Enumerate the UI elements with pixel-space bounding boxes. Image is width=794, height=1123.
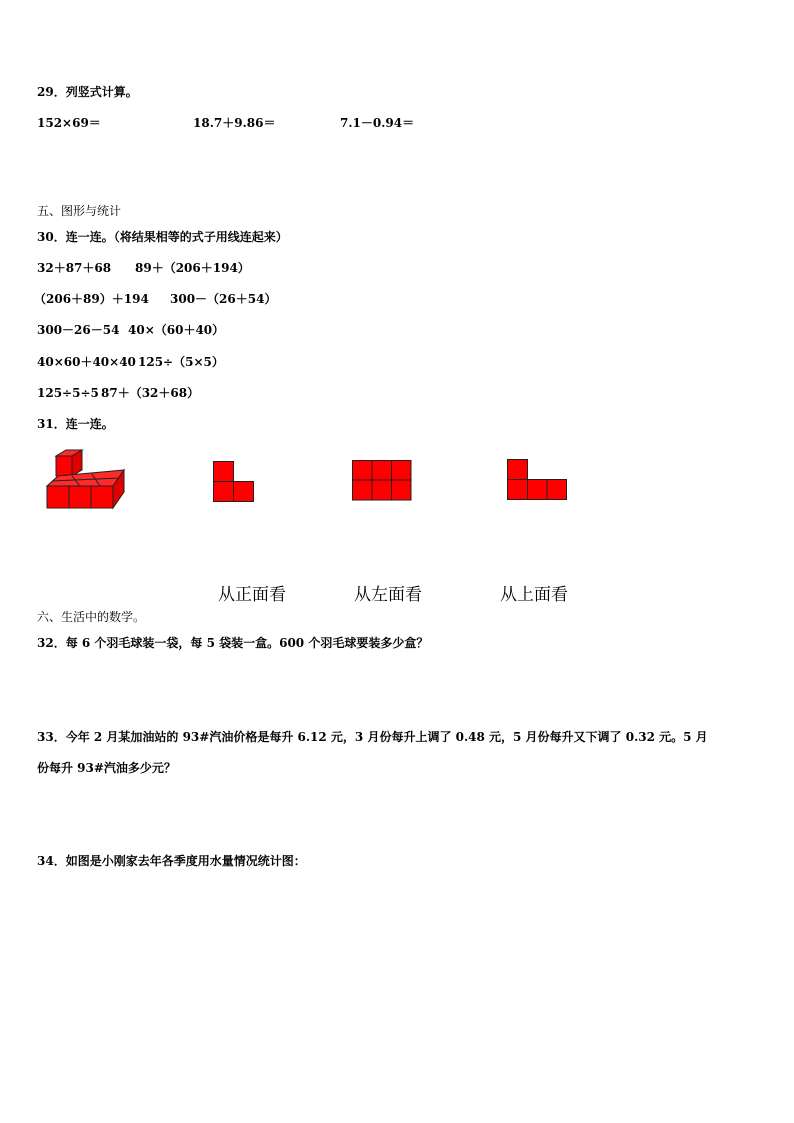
q29-item-3: 7.1－0.94＝	[340, 116, 415, 130]
q30-left-2[interactable]: （206＋89）＋194	[34, 292, 149, 306]
q30-title: 30．连一连。（将结果相等的式子用线连起来）	[37, 230, 288, 244]
view-square	[353, 461, 373, 481]
view-square	[353, 480, 373, 500]
solid-front-cube	[56, 456, 72, 476]
q30-left-3[interactable]: 300－26－54	[37, 323, 120, 337]
q30-right-3[interactable]: 40×（60＋40）	[128, 323, 225, 337]
view-square	[528, 480, 548, 500]
solid-base-cube	[69, 486, 91, 508]
q31-title: 31．连一连。	[37, 417, 114, 431]
view-square	[508, 480, 528, 500]
view-label-top[interactable]: 从上面看	[500, 585, 568, 605]
section6-title: 六、生活中的数学。	[37, 610, 146, 624]
view-square	[214, 482, 234, 502]
q30-right-2[interactable]: 300－（26＋54）	[170, 292, 277, 306]
view-square	[372, 480, 392, 500]
q30-right-1[interactable]: 89＋（206＋194）	[135, 261, 250, 275]
block-solid-figure[interactable]	[44, 448, 126, 510]
view-shape-l[interactable]	[213, 461, 255, 503]
q29-item-1: 152×69＝	[37, 116, 101, 130]
q30-left-1[interactable]: 32＋87＋68	[37, 261, 112, 275]
q32-text: 32．每 6 个羽毛球装一袋，每 5 袋装一盒。600 个羽毛球要装多少盒？	[37, 636, 429, 650]
section5-title: 五、图形与统计	[37, 204, 122, 218]
q33-line-2: 份每升 93#汽油多少元？	[37, 761, 176, 775]
view-square	[547, 480, 567, 500]
q29-item-2: 18.7＋9.86＝	[193, 116, 276, 130]
solid-base-cube	[47, 486, 69, 508]
view-square	[372, 461, 392, 481]
q30-right-5[interactable]: 87＋（32＋68）	[101, 386, 200, 400]
view-square	[234, 482, 254, 502]
view-shape-rect[interactable]	[352, 460, 412, 501]
view-square	[508, 460, 528, 480]
q34-text: 34．如图是小刚家去年各季度用水量情况统计图：	[37, 854, 306, 868]
q33-line-1: 33．今年 2 月某加油站的 93#汽油价格是每升 6.12 元，3 月份每升上调了 0.48 元，5 月份每升又下调了 0.32 元。5 月	[37, 730, 708, 744]
q30-right-4[interactable]: 125÷（5×5）	[138, 355, 224, 369]
q30-left-5[interactable]: 125÷5÷5	[37, 386, 99, 400]
q29-title: 29．列竖式计算。	[37, 85, 138, 99]
view-square	[214, 462, 234, 482]
view-square	[392, 461, 412, 481]
view-shape-step[interactable]	[507, 459, 568, 501]
q30-left-4[interactable]: 40×60＋40×40	[37, 355, 136, 369]
view-square	[392, 480, 412, 500]
solid-base-cube	[91, 486, 113, 508]
view-label-left[interactable]: 从左面看	[354, 585, 422, 605]
view-label-front[interactable]: 从正面看	[218, 585, 286, 605]
